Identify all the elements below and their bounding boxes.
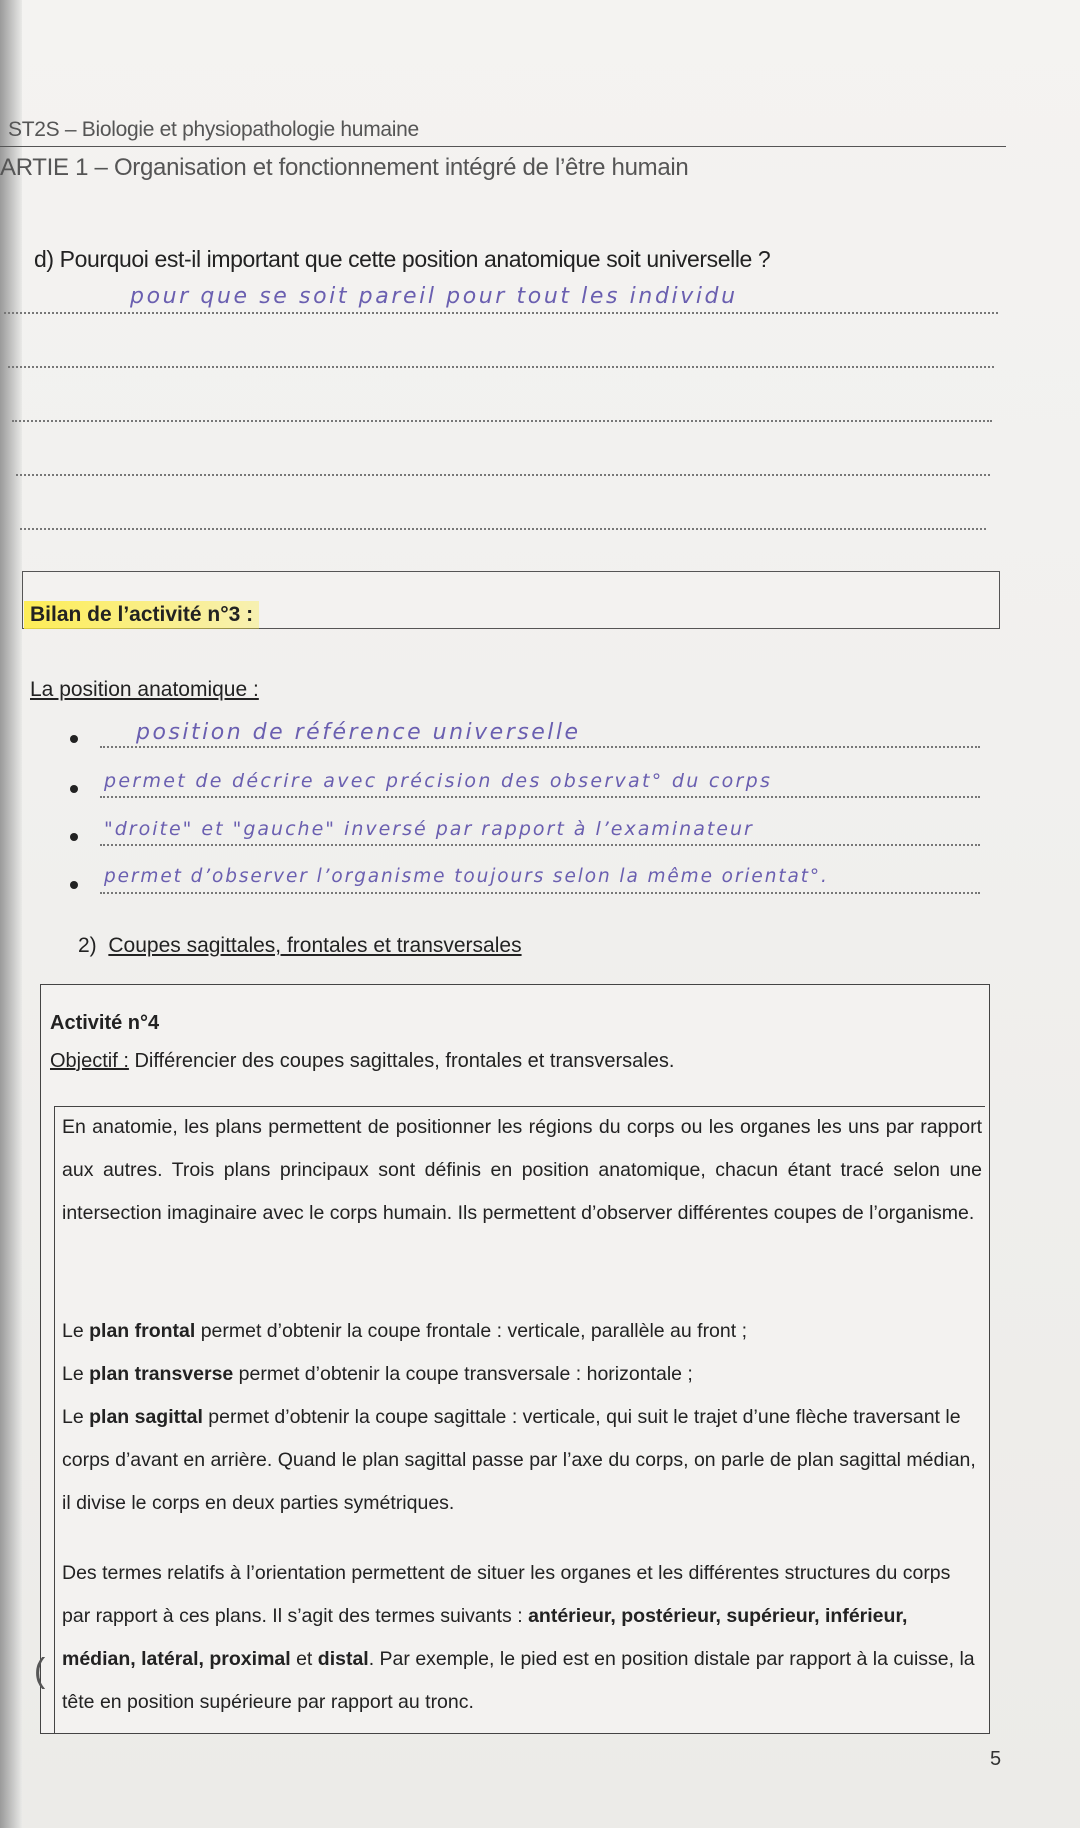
transverse-definition: permet d’obtenir la coupe transversale : horizontale ; [233, 1363, 693, 1385]
header-divider [0, 146, 1006, 147]
part-header: ARTIE 1 – Organisation et fonctionnement intégré de l’être humain [0, 154, 689, 181]
page-edge-shadow [0, 0, 22, 1828]
subsection-title [78, 934, 522, 958]
bullet-line-4 [100, 892, 980, 894]
bullet-dot [70, 881, 78, 889]
subsection-number: 2) [78, 934, 97, 957]
objective-text: Différencier des coupes sagittales, frontales et transversales. [128, 1050, 675, 1072]
bullet-dot [70, 735, 78, 743]
terms-intro: Des termes relatifs à l’orientation permettent de situer les organes et les différentes structures du corps par rapport à ces plans. Il s’agit des termes suivants : [62, 1562, 951, 1627]
subsection-label: Coupes sagittales, frontales et transversales [108, 934, 522, 957]
terms-and: et [290, 1648, 318, 1670]
margin-mark: ( [34, 1652, 46, 1690]
answer-line-5 [20, 528, 986, 530]
activity-title: Activité n°4 [50, 1012, 160, 1034]
handwritten-answer: pour que se soit pareil pour tout les individu [130, 284, 738, 309]
page-number: 5 [990, 1748, 1002, 1770]
sagittal-term: plan sagittal [89, 1406, 203, 1428]
bullet-text-3: "droite" et "gauche" inversé par rapport à l’examinateur [104, 818, 754, 840]
activity-objective [50, 1050, 674, 1073]
frontal-plane-line [62, 1310, 982, 1353]
bullet-text-2: permet de décrire avec précision des observat° du corps [104, 770, 773, 792]
answer-line-4 [16, 474, 990, 476]
sagittal-definition: permet d’obtenir la coupe sagittale : verticale, qui suit le trajet d’une flèche traversant le corps d’avant en arrière. Quand le plan sagittal passe par l’axe du corps, on parle de plan sagittal médian, il divise le corps en deux parties symétriques. [62, 1406, 976, 1514]
course-header: ST2S – Biologie et physiopathologie humaine [8, 118, 419, 141]
sagittal-pre: Le [62, 1406, 90, 1428]
bilan-title: Bilan de l’activité n°3 : [24, 601, 259, 629]
terms-last: distal [317, 1648, 369, 1670]
transverse-term: plan transverse [89, 1363, 234, 1385]
terms-list: antérieur, postérieur, supérieur, inférieur, médian, latéral, proximal [62, 1605, 908, 1670]
transverse-plane-line [62, 1353, 982, 1396]
bullet-line-3 [100, 844, 980, 846]
sagittal-plane-paragraph [62, 1396, 982, 1525]
terms-example: . Par exemple, le pied est en position distale par rapport à la cuisse, la tête en position supérieure par rapport au tronc. [62, 1648, 975, 1713]
frontal-pre: Le [62, 1320, 90, 1342]
bullet-dot [70, 785, 78, 793]
bullet-line-1 [100, 746, 980, 748]
answer-line-2 [8, 366, 994, 368]
answer-line-1 [4, 312, 998, 314]
question-d: d) Pourquoi est-il important que cette position anatomique soit universelle ? [34, 246, 771, 272]
frontal-term: plan frontal [89, 1320, 196, 1342]
transverse-pre: Le [62, 1363, 90, 1385]
frontal-definition: permet d’obtenir la coupe frontale : verticale, parallèle au front ; [195, 1320, 748, 1342]
bullet-text-1: position de référence universelle [136, 720, 581, 745]
intro-paragraph: En anatomie, les plans permettent de positionner les régions du corps ou les organes les uns par rapport aux autres. Trois plans principaux sont définis en position anatomique, chacun étant tracé selon une intersection imaginaire avec le corps humain. Ils permettent d’observer différentes coupes de l’organisme. [62, 1116, 982, 1224]
answer-line-3 [12, 420, 992, 422]
anatomical-position-title: La position anatomique : [30, 678, 259, 701]
bullet-dot [70, 833, 78, 841]
bullet-line-2 [100, 796, 980, 798]
bullet-text-4: permet d’observer l’organisme toujours selon la même orientat°. [104, 866, 829, 887]
objective-label: Objectif : [50, 1050, 129, 1072]
orientation-terms-paragraph [62, 1552, 982, 1724]
